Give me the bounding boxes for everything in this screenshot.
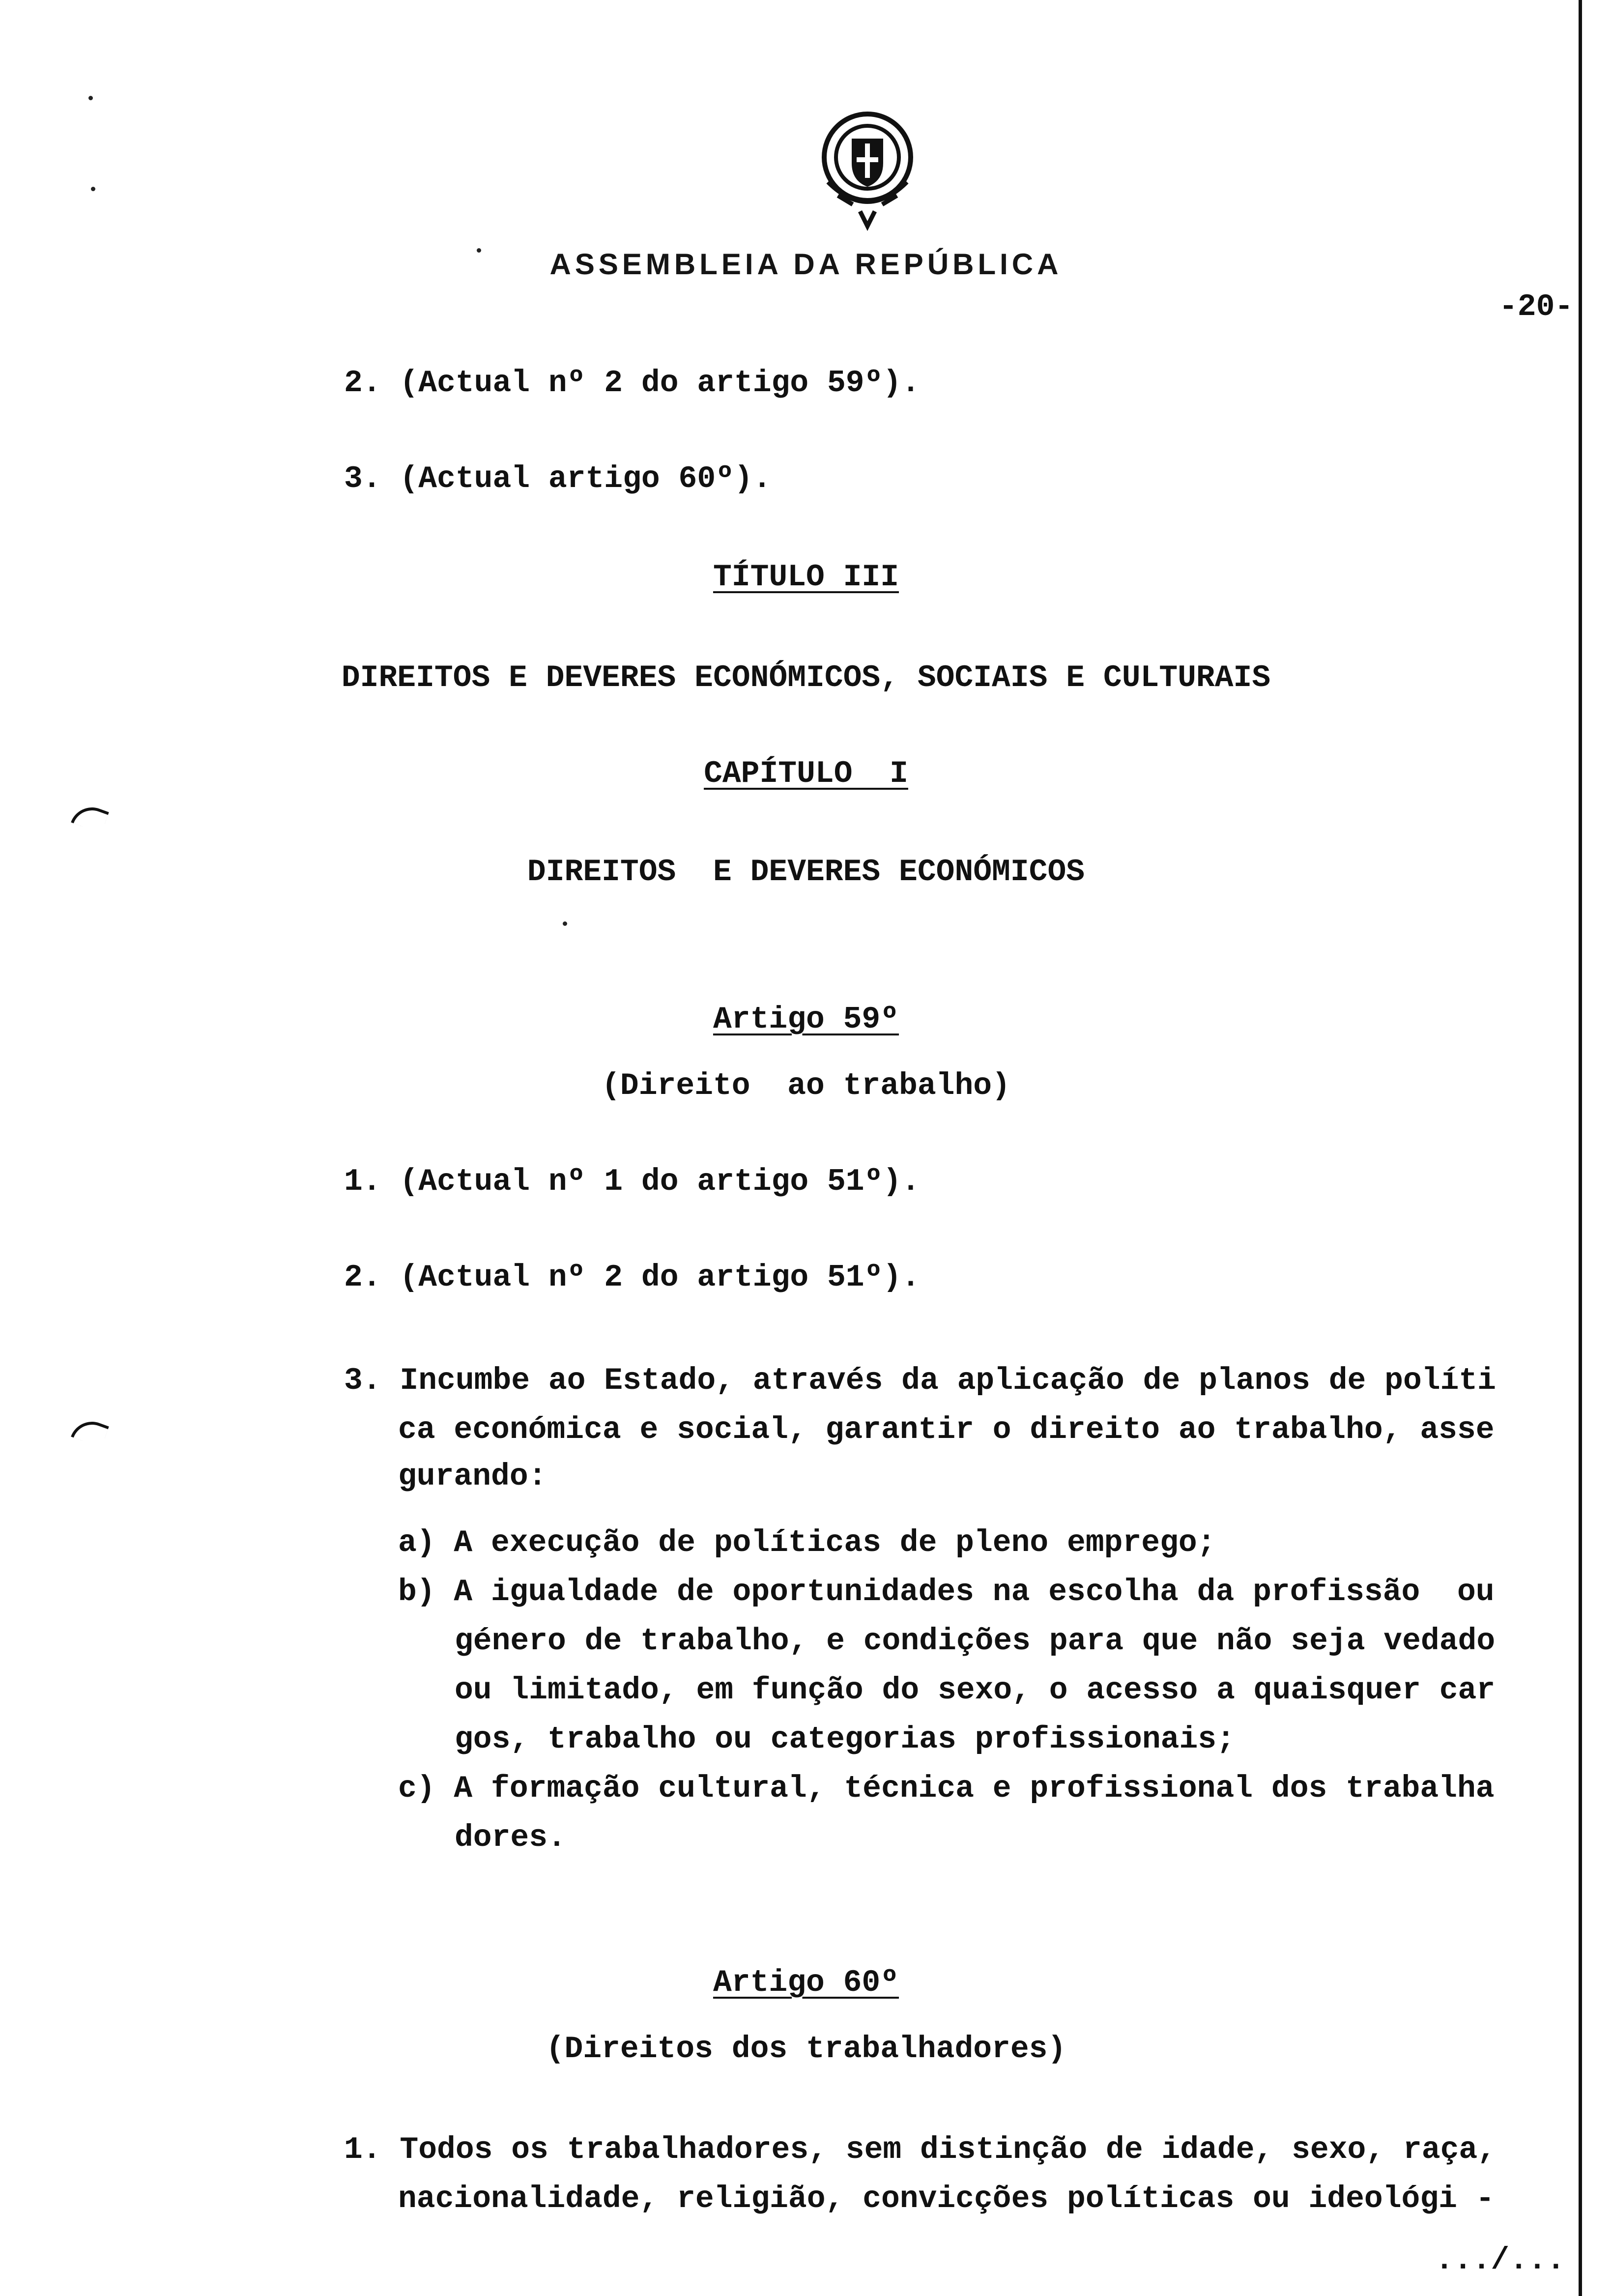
list-item: b) A igualdade de oportunidades na escolha da profissão ou [398, 1575, 1495, 1609]
list-item: a) A execução de políticas de pleno emprego; [398, 1525, 1216, 1560]
right-margin-rule [1579, 0, 1582, 2296]
article-heading: Artigo 59º [713, 1002, 899, 1037]
paragraph-line: 3. (Actual artigo 60º). [344, 461, 772, 496]
article-subheading: (Direitos dos trabalhadores) [546, 2032, 1066, 2066]
punch-hole-mark [71, 801, 109, 833]
list-item-continued: ou limitado, em função do sexo, o acesso a quaisquer car [455, 1673, 1496, 1708]
coat-of-arms-icon [818, 108, 917, 231]
list-item: c) A formação cultural, técnica e profissional dos trabalha [398, 1771, 1495, 1806]
list-item-continued: género de trabalho, e condições para que não seja vedado [455, 1624, 1496, 1659]
list-item-continued: gos, trabalho ou categorias profissionais; [455, 1722, 1235, 1757]
article-heading: Artigo 60º [713, 1965, 899, 2000]
scan-speck [477, 248, 481, 253]
list-item-continued: dores. [455, 1820, 566, 1855]
article-subheading: (Direito ao trabalho) [602, 1068, 1010, 1103]
punch-hole-mark [71, 1415, 109, 1448]
page-number: -20- [1499, 289, 1574, 324]
scan-speck [91, 187, 95, 191]
chapter-heading: CAPÍTULO I [704, 756, 908, 791]
paragraph-line: gurando: [398, 1459, 547, 1494]
scan-speck [88, 96, 93, 100]
paragraph-line: 1. Todos os trabalhadores, sem distinção de idade, sexo, raça, [344, 2132, 1496, 2167]
paragraph-line: 3. Incumbe ao Estado, através da aplicação de planos de políti [344, 1363, 1496, 1398]
paragraph-line: ca económica e social, garantir o direito ao trabalho, asse [398, 1412, 1495, 1447]
continuation-mark: .../... [1435, 2243, 1565, 2278]
chapter-subheading: DIREITOS E DEVERES ECONÓMICOS [527, 855, 1085, 890]
paragraph-line: 1. (Actual nº 1 do artigo 51º). [344, 1164, 920, 1199]
paragraph-line: 2. (Actual nº 2 do artigo 51º). [344, 1260, 920, 1295]
title-heading: TÍTULO III [713, 560, 899, 595]
paragraph-line: nacionalidade, religião, convicções políticas ou ideológi - [398, 2181, 1495, 2216]
title-subheading: DIREITOS E DEVERES ECONÓMICOS, SOCIAIS E CULTURAIS [341, 660, 1271, 695]
scan-speck [563, 921, 567, 926]
paragraph-line: 2. (Actual nº 2 do artigo 59º). [344, 366, 920, 401]
institution-header: ASSEMBLEIA DA REPÚBLICA [549, 248, 1063, 281]
